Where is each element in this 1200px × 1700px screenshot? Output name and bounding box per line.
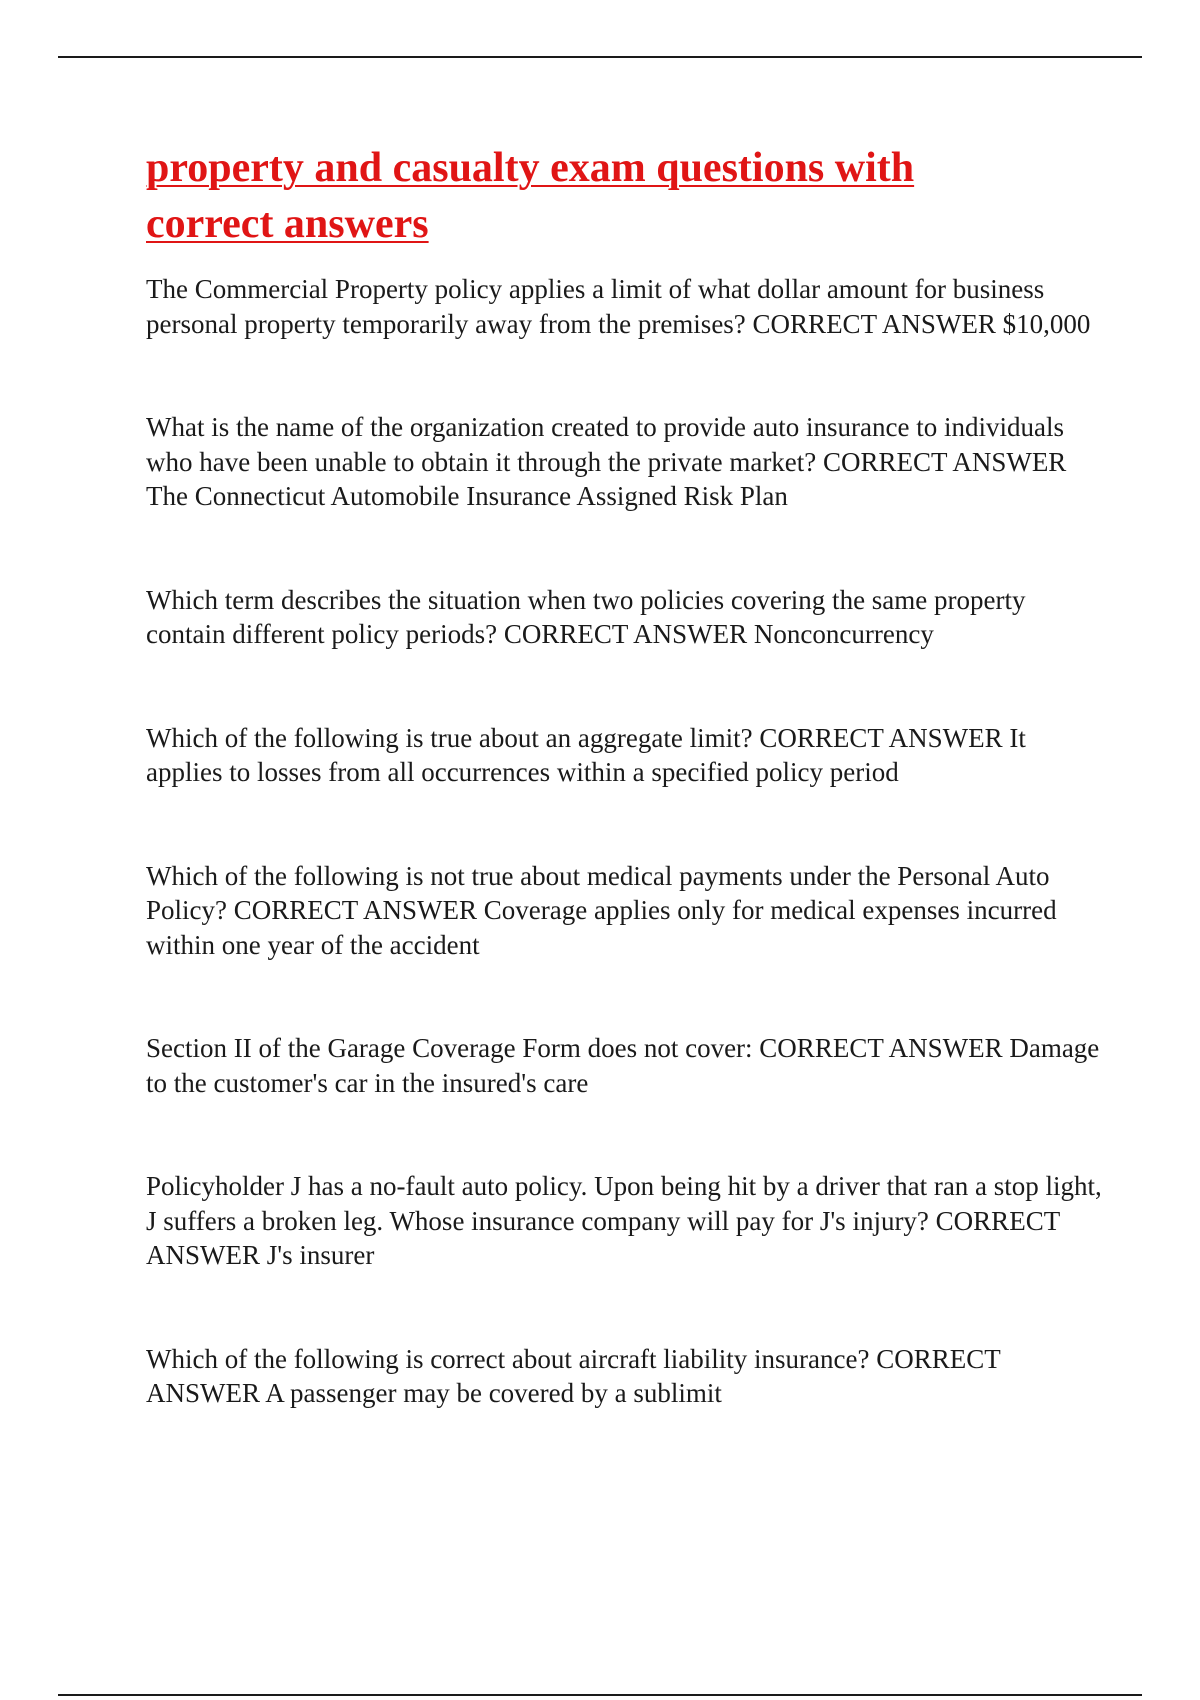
document-body [146, 140, 1106, 1411]
qa-item: Policyholder J has a no-fault auto policy. Upon being hit by a driver that ran a stop light, J suffers a broken leg. Whose insurance company will pay for J's injury? CORRECT ANSWER J's insurer [146, 1171, 1102, 1270]
document-title: property and casualty exam questions with correct answers [146, 145, 915, 247]
qa-item: Which term describes the situation when two policies covering the same property contain different policy periods? CORRECT ANSWER Nonconcurrency [146, 584, 1026, 649]
qa-item: The Commercial Property policy applies a limit of what dollar amount for business personal property temporarily away from the premises? CORRECT ANSWER $10,000 [146, 274, 1091, 339]
header-rule [58, 56, 1142, 58]
qa-item: Which of the following is true about an aggregate limit? CORRECT ANSWER It applies to losses from all occurrences within a specified policy period [146, 722, 1026, 787]
qa-item: What is the name of the organization created to provide auto insurance to individuals who have been unable to obtain it through the private market? CORRECT ANSWER The Connecticut Automobile Insurance Assigned Risk Plan [146, 412, 1067, 511]
qa-item: Which of the following is correct about aircraft liability insurance? CORRECT ANSWER A passenger may be covered by a sublimit [146, 1343, 1001, 1408]
qa-list [146, 272, 1106, 1411]
qa-item: Section II of the Garage Coverage Form does not cover: CORRECT ANSWER Damage to the customer's car in the insured's care [146, 1033, 1100, 1098]
footer-rule [58, 1694, 1142, 1696]
qa-item: Which of the following is not true about medical payments under the Personal Auto Policy? CORRECT ANSWER Coverage applies only for medical expenses incurred within one year of the accident [146, 860, 1057, 960]
